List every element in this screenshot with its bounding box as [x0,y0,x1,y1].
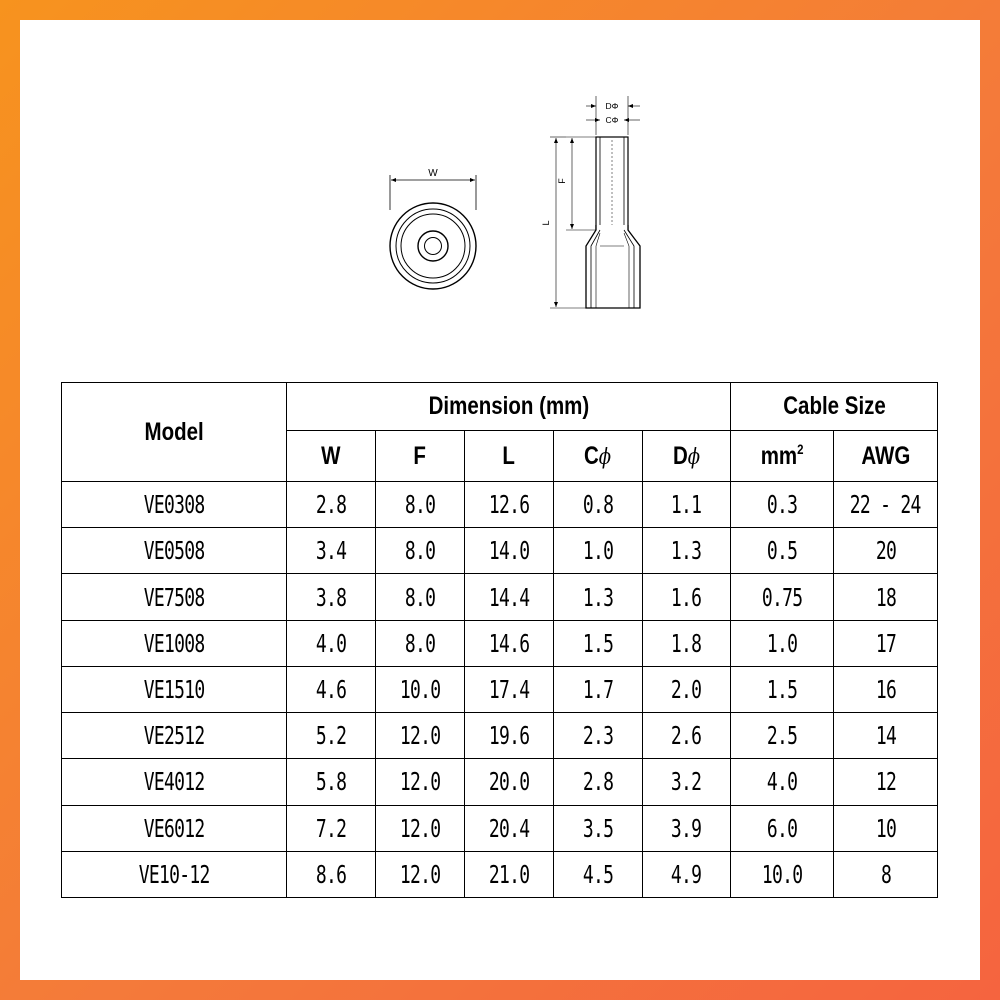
l-header: L [465,431,554,482]
cell-mm2: 0.5 [731,528,834,574]
cell-awg: 22 - 24 [834,482,938,528]
cell-awg: 17 [834,620,938,666]
cell-d-phi: 4.9 [643,851,731,897]
cell-mm2: 2.5 [731,713,834,759]
cell-l: 21.0 [465,851,554,897]
cell-d-phi: 1.3 [643,528,731,574]
cell-w: 3.4 [287,528,376,574]
spec-table-body [62,482,938,898]
cell-mm2: 6.0 [731,805,834,851]
w-label: W [428,168,438,179]
cell-c-phi: 0.8 [554,482,643,528]
dimension-header: Dimension (mm) [287,383,731,431]
cell-awg: 12 [834,759,938,805]
table-row [62,528,938,574]
cell-awg: 14 [834,713,938,759]
cell-d-phi: 1.1 [643,482,731,528]
table-row [62,851,938,897]
cell-mm2: 1.0 [731,620,834,666]
cell-f: 8.0 [376,620,465,666]
c-phi-label: CΦ [605,115,619,125]
cell-l: 19.6 [465,713,554,759]
table-row [62,574,938,620]
cell-c-phi: 1.3 [554,574,643,620]
cell-l: 12.6 [465,482,554,528]
cable-size-header: Cable Size [731,383,938,431]
table-row [62,482,938,528]
cell-awg: 8 [834,851,938,897]
side-view [541,96,640,308]
cell-c-phi: 1.0 [554,528,643,574]
cell-f: 12.0 [376,851,465,897]
l-label: L [541,220,551,226]
cell-model: VE6012 [62,805,287,851]
d-phi-label: DΦ [605,101,619,111]
cell-c-phi: 2.8 [554,759,643,805]
cell-model: VE0308 [62,482,287,528]
cell-awg: 10 [834,805,938,851]
cell-mm2: 0.75 [731,574,834,620]
cell-c-phi: 3.5 [554,805,643,851]
cell-model: VE10-12 [62,851,287,897]
cell-l: 20.4 [465,805,554,851]
cell-w: 5.8 [287,759,376,805]
cell-l: 14.0 [465,528,554,574]
cell-awg: 18 [834,574,938,620]
cell-l: 14.6 [465,620,554,666]
cell-l: 14.4 [465,574,554,620]
cell-w: 4.0 [287,620,376,666]
mm2-header: $mm^2$ [731,431,834,482]
cell-l: 17.4 [465,666,554,712]
cell-w: 3.8 [287,574,376,620]
cell-model: VE4012 [62,759,287,805]
cell-d-phi: 1.8 [643,620,731,666]
cell-f: 8.0 [376,574,465,620]
cell-d-phi: 1.6 [643,574,731,620]
table-row [62,620,938,666]
cell-mm2: 4.0 [731,759,834,805]
cell-model: VE0508 [62,528,287,574]
cell-f: 8.0 [376,528,465,574]
specification-table [61,382,938,898]
cell-f: 10.0 [376,666,465,712]
content-card [20,20,980,980]
cell-w: 8.6 [287,851,376,897]
table-row [62,713,938,759]
table-row [62,666,938,712]
cell-awg: 16 [834,666,938,712]
cell-c-phi: 1.7 [554,666,643,712]
cell-model: VE1510 [62,666,287,712]
cell-d-phi: 3.9 [643,805,731,851]
cell-model: VE1008 [62,620,287,666]
table-row [62,759,938,805]
cell-model: VE7508 [62,574,287,620]
cell-w: 2.8 [287,482,376,528]
cell-f: 8.0 [376,482,465,528]
cell-mm2: 10.0 [731,851,834,897]
cell-f: 12.0 [376,759,465,805]
f-label: F [557,178,567,184]
awg-header: AWG [834,431,938,482]
cell-c-phi: 1.5 [554,620,643,666]
cell-w: 4.6 [287,666,376,712]
table-row [62,805,938,851]
front-view [390,168,476,289]
cell-w: 7.2 [287,805,376,851]
cell-mm2: 0.3 [731,482,834,528]
d-phi-header: Dϕ [643,431,731,482]
cell-f: 12.0 [376,805,465,851]
cell-f: 12.0 [376,713,465,759]
cell-w: 5.2 [287,713,376,759]
cell-awg: 20 [834,528,938,574]
cell-mm2: 1.5 [731,666,834,712]
cell-d-phi: 2.6 [643,713,731,759]
f-header: F [376,431,465,482]
cell-c-phi: 4.5 [554,851,643,897]
cell-d-phi: 2.0 [643,666,731,712]
ferrule-diagram [360,80,690,330]
c-phi-header: Cϕ [554,431,643,482]
model-header: Model [62,383,287,482]
cell-c-phi: 2.3 [554,713,643,759]
cell-l: 20.0 [465,759,554,805]
w-header: W [287,431,376,482]
cell-d-phi: 3.2 [643,759,731,805]
cell-model: VE2512 [62,713,287,759]
